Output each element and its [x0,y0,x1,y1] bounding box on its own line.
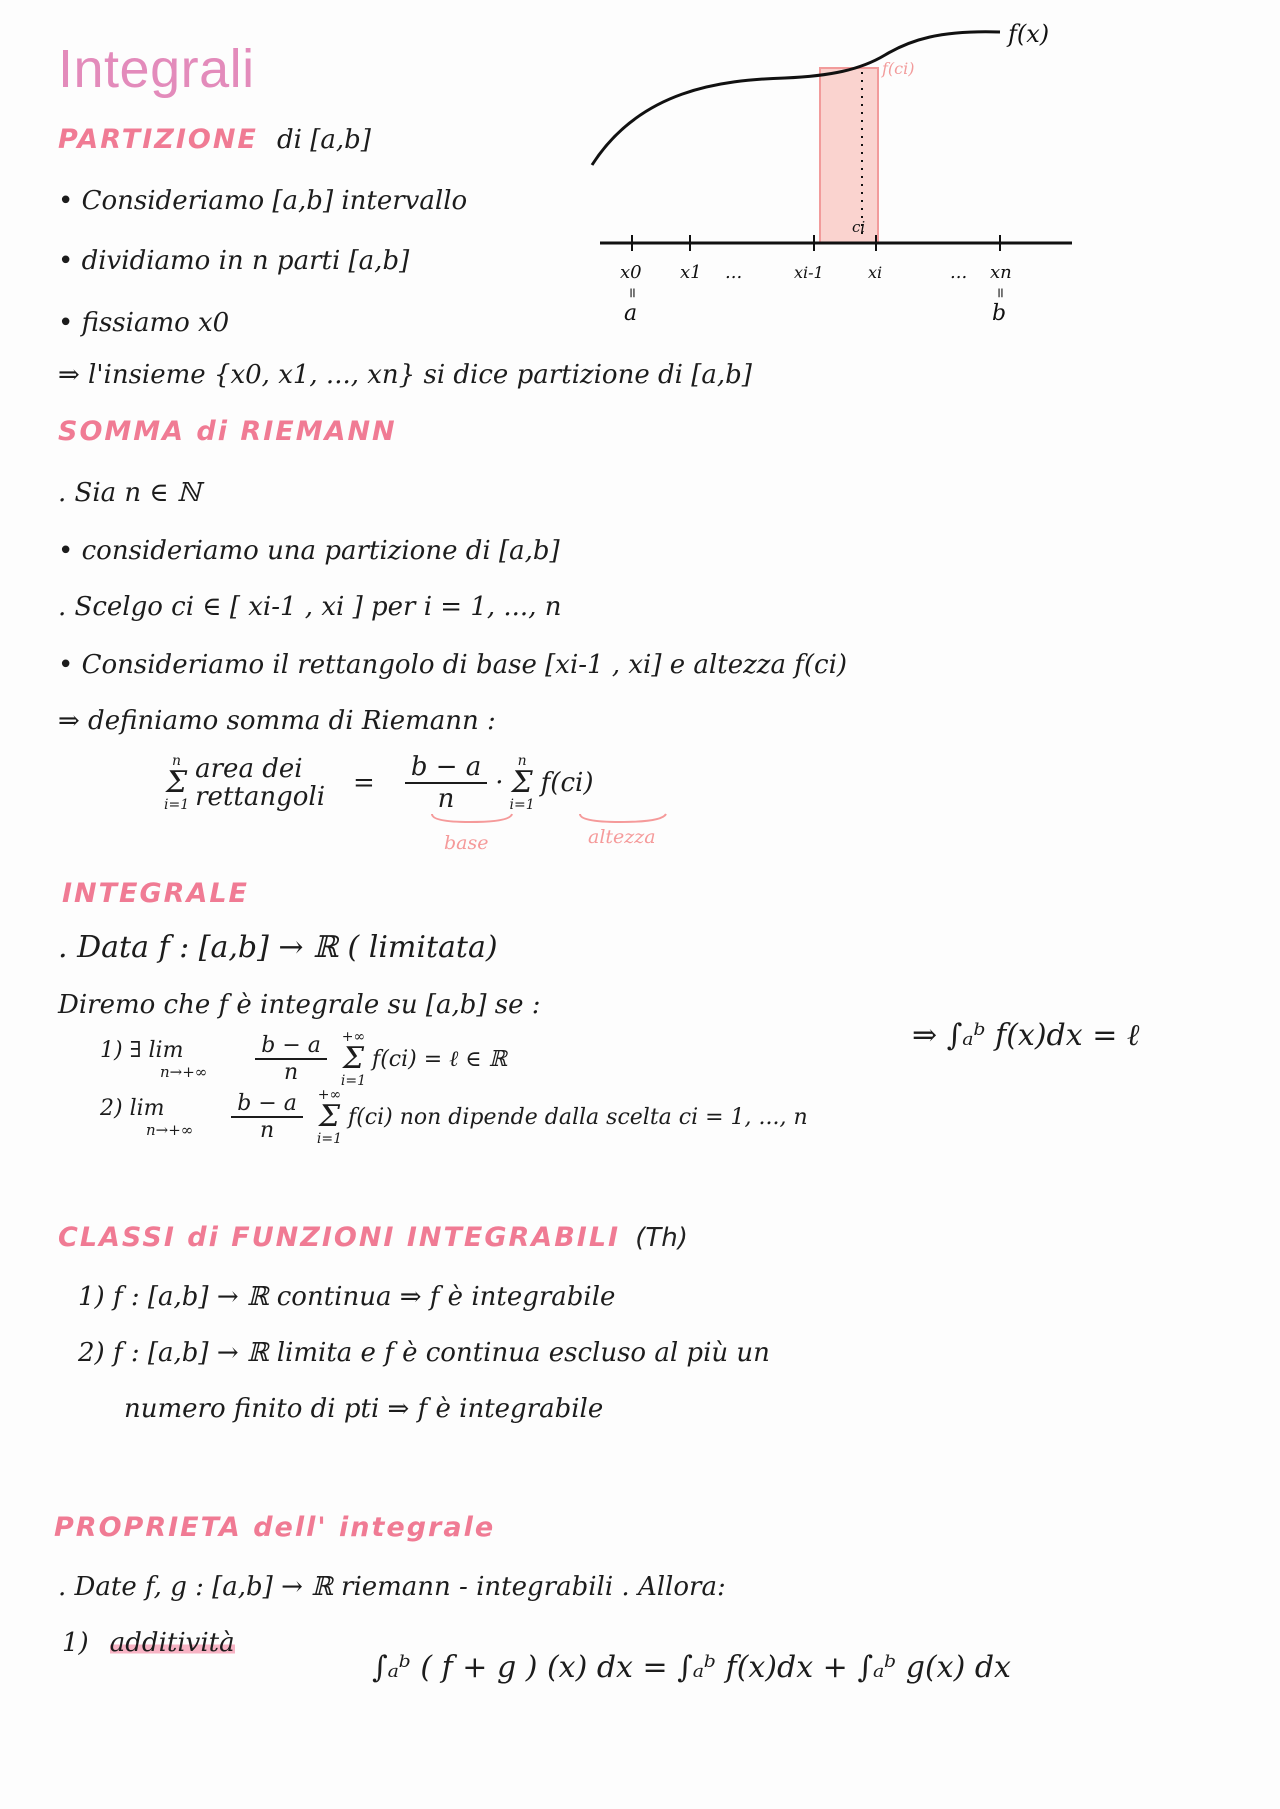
classi-item-3: numero finito di pti ⇒ f è integrabile [124,1394,604,1424]
tick-label-xi-1: xi-1 [794,263,824,282]
riemann-area-text: area dei rettangoli [195,754,326,812]
riemann-bullet-2: • consideriamo una partizione di [a,b] [58,536,560,566]
f-label: f(x) [1008,20,1050,48]
tick-label-dots-1: ... [725,262,743,283]
riemann-rectangle [820,68,878,243]
proprieta-additivity-formula: ∫ₐᵇ ( f + g ) (x) dx = ∫ₐᵇ f(x)dx + ∫ₐᵇ g(x) dx [372,1650,1011,1685]
riemann-bullet-4: • Consideriamo il rettangolo di base [xi-1 , xi] e altezza f(ci) [58,650,848,680]
riemann-sum-symbol-2: n Σ i=1 [509,753,535,813]
integrale-condition-1: 1) ∃ lim n→+∞ $\frac{b - a}{n}$ +∞ Σ i=1 f(ci) = ℓ ∈ ℝ [100,1029,507,1089]
riemann-fraction: $\frac{b - a}{n}$ [405,752,487,814]
riemann-bullet-3: . Scelgo ci ∈ [ xi-1 , xi ] per i = 1, ..., n [58,592,562,622]
section-heading-proprieta: PROPRIETA dell' integrale [54,1512,496,1543]
riemann-sum-symbol: n Σ i=1 [164,753,190,813]
tick-label-xi: xi [868,263,883,282]
partizione-conclusion: ⇒ l'insieme {x0, x1, ..., xn} si dice partizione di [a,b] [58,360,752,390]
b-label: b [992,301,1007,326]
tick-label-x1: x1 [680,262,702,283]
fci-label: f(ci) [882,59,915,78]
tick-label-xn: xn [990,262,1012,283]
integrale-result: ⇒ ∫ₐᵇ f(x)dx = ℓ [912,1018,1140,1053]
classi-heading-suffix: (Th) [635,1223,688,1253]
section-heading-integrale: INTEGRALE [62,878,250,909]
proprieta-item-1 [62,1628,235,1658]
riemann-define: ⇒ definiamo somma di Riemann : [58,706,496,736]
riemann-sketch [580,10,1100,350]
tick-label-x0: x0 [620,262,642,283]
eq-mark-b: = [992,287,1008,299]
integrale-condition-2: 2) lim n→+∞ $\frac{b - a}{n}$ +∞ Σ i=1 f(ci) non dipende dalla scelta ci = 1, ..., n [100,1087,808,1147]
partizione-heading-suffix: di [a,b] [276,125,371,155]
proprieta-item-number: 1) [62,1628,89,1658]
partizione-bullet-2: • dividiamo in n parti [a,b] [58,246,410,276]
tick-label-dots-2: ... [950,262,968,283]
riemann-formula [158,752,593,814]
riemann-altezza-note: altezza [588,826,656,848]
partizione-bullet-1: • Consideriamo [a,b] intervallo [58,186,468,216]
riemann-fci: f(ci) [540,768,594,798]
ci-label: ci [852,218,866,236]
riemann-base-note: base [444,832,489,854]
riemann-bullet-1: . Sia n ∈ ℕ [58,478,201,508]
proprieta-intro: . Date f, g : [a,b] → ℝ riemann - integrabili . Allora: [58,1572,726,1602]
classi-item-1: 1) f : [a,b] → ℝ continua ⇒ f è integrabile [78,1282,616,1312]
integrale-diremo: Diremo che f è integrale su [a,b] se : [58,990,541,1020]
partizione-heading-row [58,124,371,155]
integrale-data-line: . Data f : [a,b] → ℝ ( limitata) [58,930,498,965]
riemann-dot: · [495,768,504,798]
proprieta-item-name: additività [109,1628,235,1658]
classi-heading-row [58,1222,688,1253]
section-heading-classi: CLASSI di FUNZIONI INTEGRABILI [58,1222,621,1253]
riemann-equals: = [353,768,375,798]
section-heading-riemann: SOMMA di RIEMANN [58,416,397,447]
classi-item-2: 2) f : [a,b] → ℝ limita e f è continua escluso al più un [78,1338,770,1368]
a-label: a [624,301,638,326]
function-curve [592,32,1000,165]
page-title: Integrali [58,39,255,99]
section-heading-partizione: PARTIZIONE [58,124,258,155]
eq-mark-a: = [624,287,640,299]
partizione-bullet-3: • fissiamo x0 [58,308,230,338]
